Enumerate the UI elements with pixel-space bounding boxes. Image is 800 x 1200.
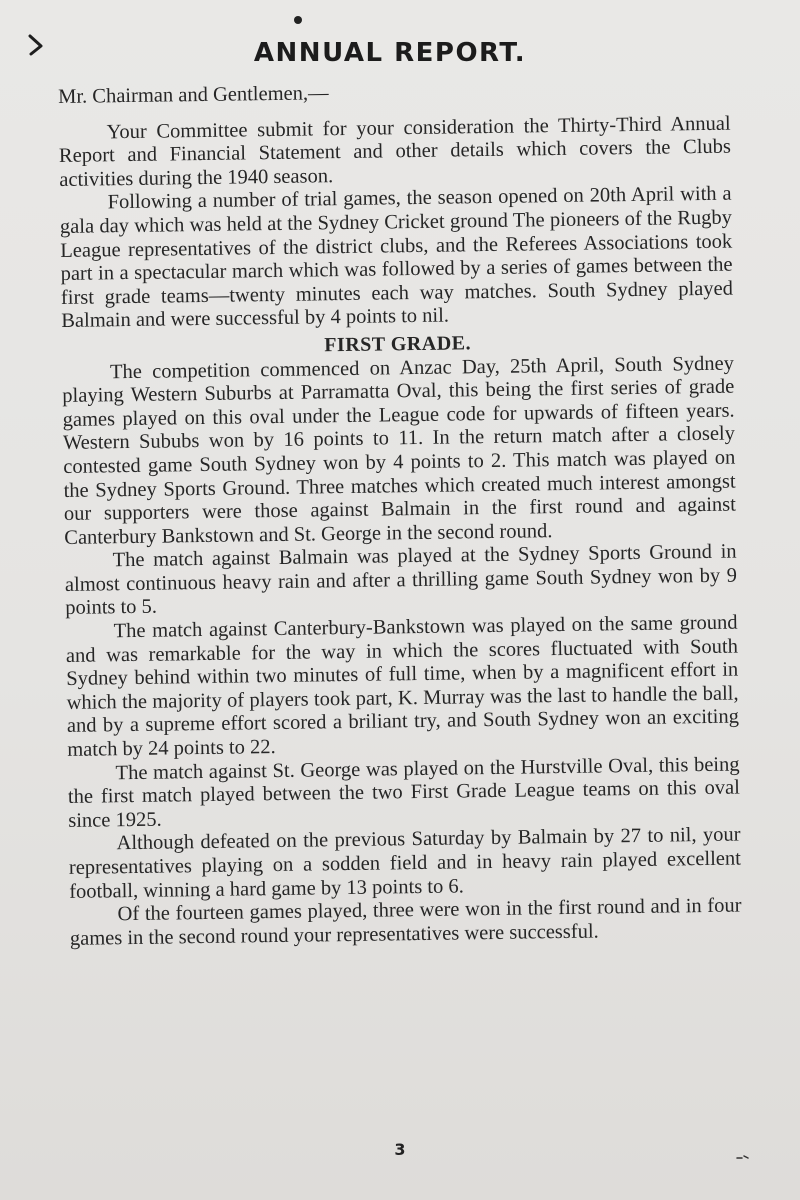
report-body [58,77,742,952]
paragraph: Following a number of trial games, the season opened on 20th April with a gala day which was held at the Sydney Cricket ground The pioneers of the Rugby League representatives of the district clubs, and the Referees Associations took part in a spectacular march which was followed by a series of games between the first grade teams—twenty minutes each way matches. South Sydney played Balmain and were successful by 4 points to nil. [59,182,734,333]
paragraph: Of the fourteen games played, three were won in the first round and in four games in the second round your representatives were successful. [69,894,742,950]
paragraph: Although defeated on the previous Saturday by Balmain by 27 to nil, your representatives playing on a sodden field and in heavy rain played excellent football, winning a hard game by 13 points to 6. [68,823,742,903]
salutation: Mr. Chairman and Gentlemen,— [58,82,329,108]
page-number: 3 [394,1140,406,1159]
paragraph: The match against Balmain was played at the Sydney Sports Ground in almost continuous heavy rain and after a thrilling game South Sydney won by 9 points to 5. [64,540,738,620]
paragraph: The competition commenced on Anzac Day, 25th April, South Sydney playing Western Suburbs at Parramatta Oval, this being the first series of grade games played on this oval under the League code for upwards of fifteen years. Western Sububs won by 16 points to 11. In the return match after a closely contested game South Sydney won by 4 points to 2. This match was played on the Sydney Sports Ground. Three matches which created much interest amongst our supporters were those against Balmain in the first round and against Canterbury Bankstown and St. George in the second round. [62,352,737,549]
ink-mark-icon [736,1154,750,1160]
page-title: ANNUAL REPORT. [253,38,527,68]
section-heading: FIRST GRADE. [324,332,472,357]
paragraph: Your Committee submit for your consideration the Thirty-Third Annual Report and Financial Statement and other details which covers the Clubs activities during the 1940 season. [58,112,732,191]
paragraph: The match against St. George was played on the Hurstville Oval, this being the first match played between the two First Grade League teams on this oval since 1925. [67,753,741,832]
paragraph: The match against Canterbury-Bankstown was played on the same ground and was remarkable for the way in which the scores fluctuated with South Sydney behind within two minutes of full time, when by a magnificent effort in which the majority of players took part, K. Murray was the last to handle the ball, and by a supreme effort scored a briliant try, and South Sydney won an exciting match by 24 points to 22. [65,611,740,761]
punch-dot [294,16,302,24]
